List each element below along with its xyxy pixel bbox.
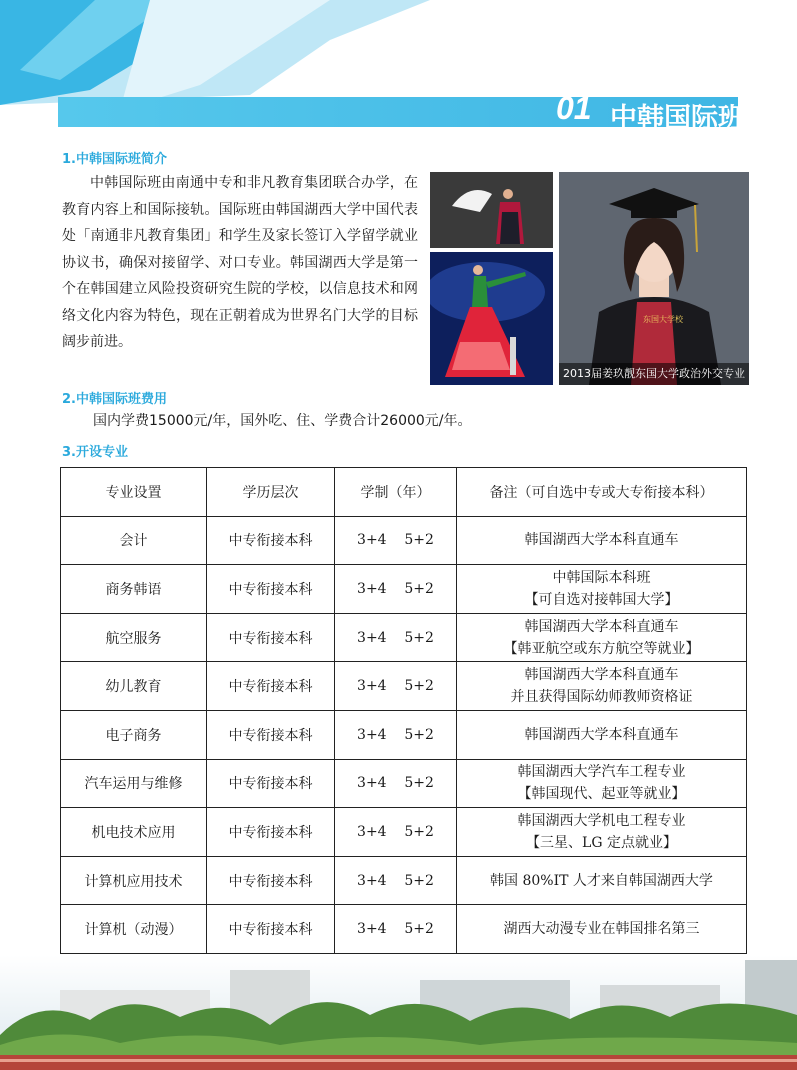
note-line: 【可自选对接韩国大学】 (524, 591, 679, 608)
fan-dancer-photo (430, 172, 553, 248)
table-row (61, 808, 747, 857)
level-cell: 中专衔接本科 (207, 710, 335, 759)
table-row (61, 710, 747, 759)
major-cell: 计算机应用技术 (61, 856, 207, 905)
duration-cell: 3+4 5+2 (335, 759, 457, 808)
fee-heading: 2.中韩国际班费用 (62, 392, 167, 407)
note-line: 并且获得国际幼师教师资格证 (510, 689, 693, 706)
level-cell: 中专衔接本科 (207, 662, 335, 711)
level-cell: 中专衔接本科 (207, 565, 335, 614)
note-cell (457, 565, 747, 614)
duration-cell: 3+4 5+2 (335, 565, 457, 614)
note-line: 【韩亚航空或东方航空等就业】 (503, 640, 700, 657)
graduate-caption: 2013届姜玖靓东国大学政治外交专业 (559, 363, 749, 385)
intro-paragraph: 中韩国际班由南通中专和非凡教育集团联合办学，在教育内容上和国际接轨。国际班由韩国湖西大学中国代表处「南通非凡教育集团」和学生及家长签订入学留学就业协议书，确保对接留学、对口专业。韩国湖西大学是第一个在韩国建立风险投资研究生院的学校，以信息技术和网络文化内容为特色，现在正朝着成为世界名门大学的目标阔步前进。 (62, 175, 418, 350)
note-cell (457, 662, 747, 711)
level-cell: 中专衔接本科 (207, 516, 335, 565)
note-line: 韩国湖西大学机电工程专业 (517, 812, 686, 829)
note-line: 【韩国现代、起亚等就业】 (517, 786, 686, 803)
major-cell: 幼儿教育 (61, 662, 207, 711)
level-cell: 中专衔接本科 (207, 808, 335, 857)
dancer-photo (430, 252, 553, 385)
table-row (61, 565, 747, 614)
duration-cell: 3+4 5+2 (335, 613, 457, 662)
major-cell: 电子商务 (61, 710, 207, 759)
table-row (61, 759, 747, 808)
campus-footer-image (0, 955, 797, 1070)
note-cell (457, 710, 747, 759)
majors-table (60, 467, 747, 954)
major-cell: 航空服务 (61, 613, 207, 662)
table-row (61, 856, 747, 905)
level-cell: 中专衔接本科 (207, 613, 335, 662)
table-row (61, 662, 747, 711)
table-header-row (61, 468, 747, 517)
note-cell (457, 808, 747, 857)
note-line: 韩国 80%IT 人才来自韩国湖西大学 (490, 872, 713, 889)
page-title: 中韩国际班 (610, 103, 745, 134)
note-line: 韩国湖西大学本科直通车 (524, 667, 679, 684)
major-cell: 汽车运用与维修 (61, 759, 207, 808)
header-note: 备注（可自选中专或大专衔接本科） (457, 468, 747, 517)
section-number: 01 (556, 90, 592, 126)
duration-cell: 3+4 5+2 (335, 516, 457, 565)
duration-cell: 3+4 5+2 (335, 856, 457, 905)
intro-heading: 1.中韩国际班简介 (62, 152, 167, 167)
note-cell (457, 759, 747, 808)
header-major: 专业设置 (61, 468, 207, 517)
note-line: 韩国湖西大学汽车工程专业 (517, 764, 686, 781)
note-cell (457, 856, 747, 905)
level-cell: 中专衔接本科 (207, 759, 335, 808)
level-cell: 中专衔接本科 (207, 905, 335, 954)
duration-cell: 3+4 5+2 (335, 905, 457, 954)
header-level: 学历层次 (207, 468, 335, 517)
fee-text: 国内学费15000元/年，国外吃、住、学费合计26000元/年。 (93, 413, 472, 429)
major-cell: 计算机（动漫） (61, 905, 207, 954)
major-cell: 机电技术应用 (61, 808, 207, 857)
note-line: 韩国湖西大学本科直通车 (524, 618, 679, 635)
note-cell (457, 613, 747, 662)
table-row (61, 613, 747, 662)
note-line: 【三星、LG 定点就业】 (526, 834, 677, 851)
duration-cell: 3+4 5+2 (335, 662, 457, 711)
sash-text: 东国大学校 (643, 315, 683, 324)
note-line: 韩国湖西大学本科直通车 (524, 726, 679, 743)
majors-heading: 3.开设专业 (62, 445, 128, 460)
note-cell (457, 905, 747, 954)
table-row (61, 905, 747, 954)
header-duration: 学制（年） (335, 468, 457, 517)
note-cell (457, 516, 747, 565)
major-cell: 会计 (61, 516, 207, 565)
note-line: 中韩国际本科班 (552, 569, 651, 586)
note-line: 韩国湖西大学本科直通车 (524, 532, 679, 549)
major-cell: 商务韩语 (61, 565, 207, 614)
duration-cell: 3+4 5+2 (335, 808, 457, 857)
note-line: 湖西大动漫专业在韩国排名第三 (503, 921, 700, 938)
table-row (61, 516, 747, 565)
level-cell: 中专衔接本科 (207, 856, 335, 905)
duration-cell: 3+4 5+2 (335, 710, 457, 759)
graduate-photo (559, 172, 749, 385)
